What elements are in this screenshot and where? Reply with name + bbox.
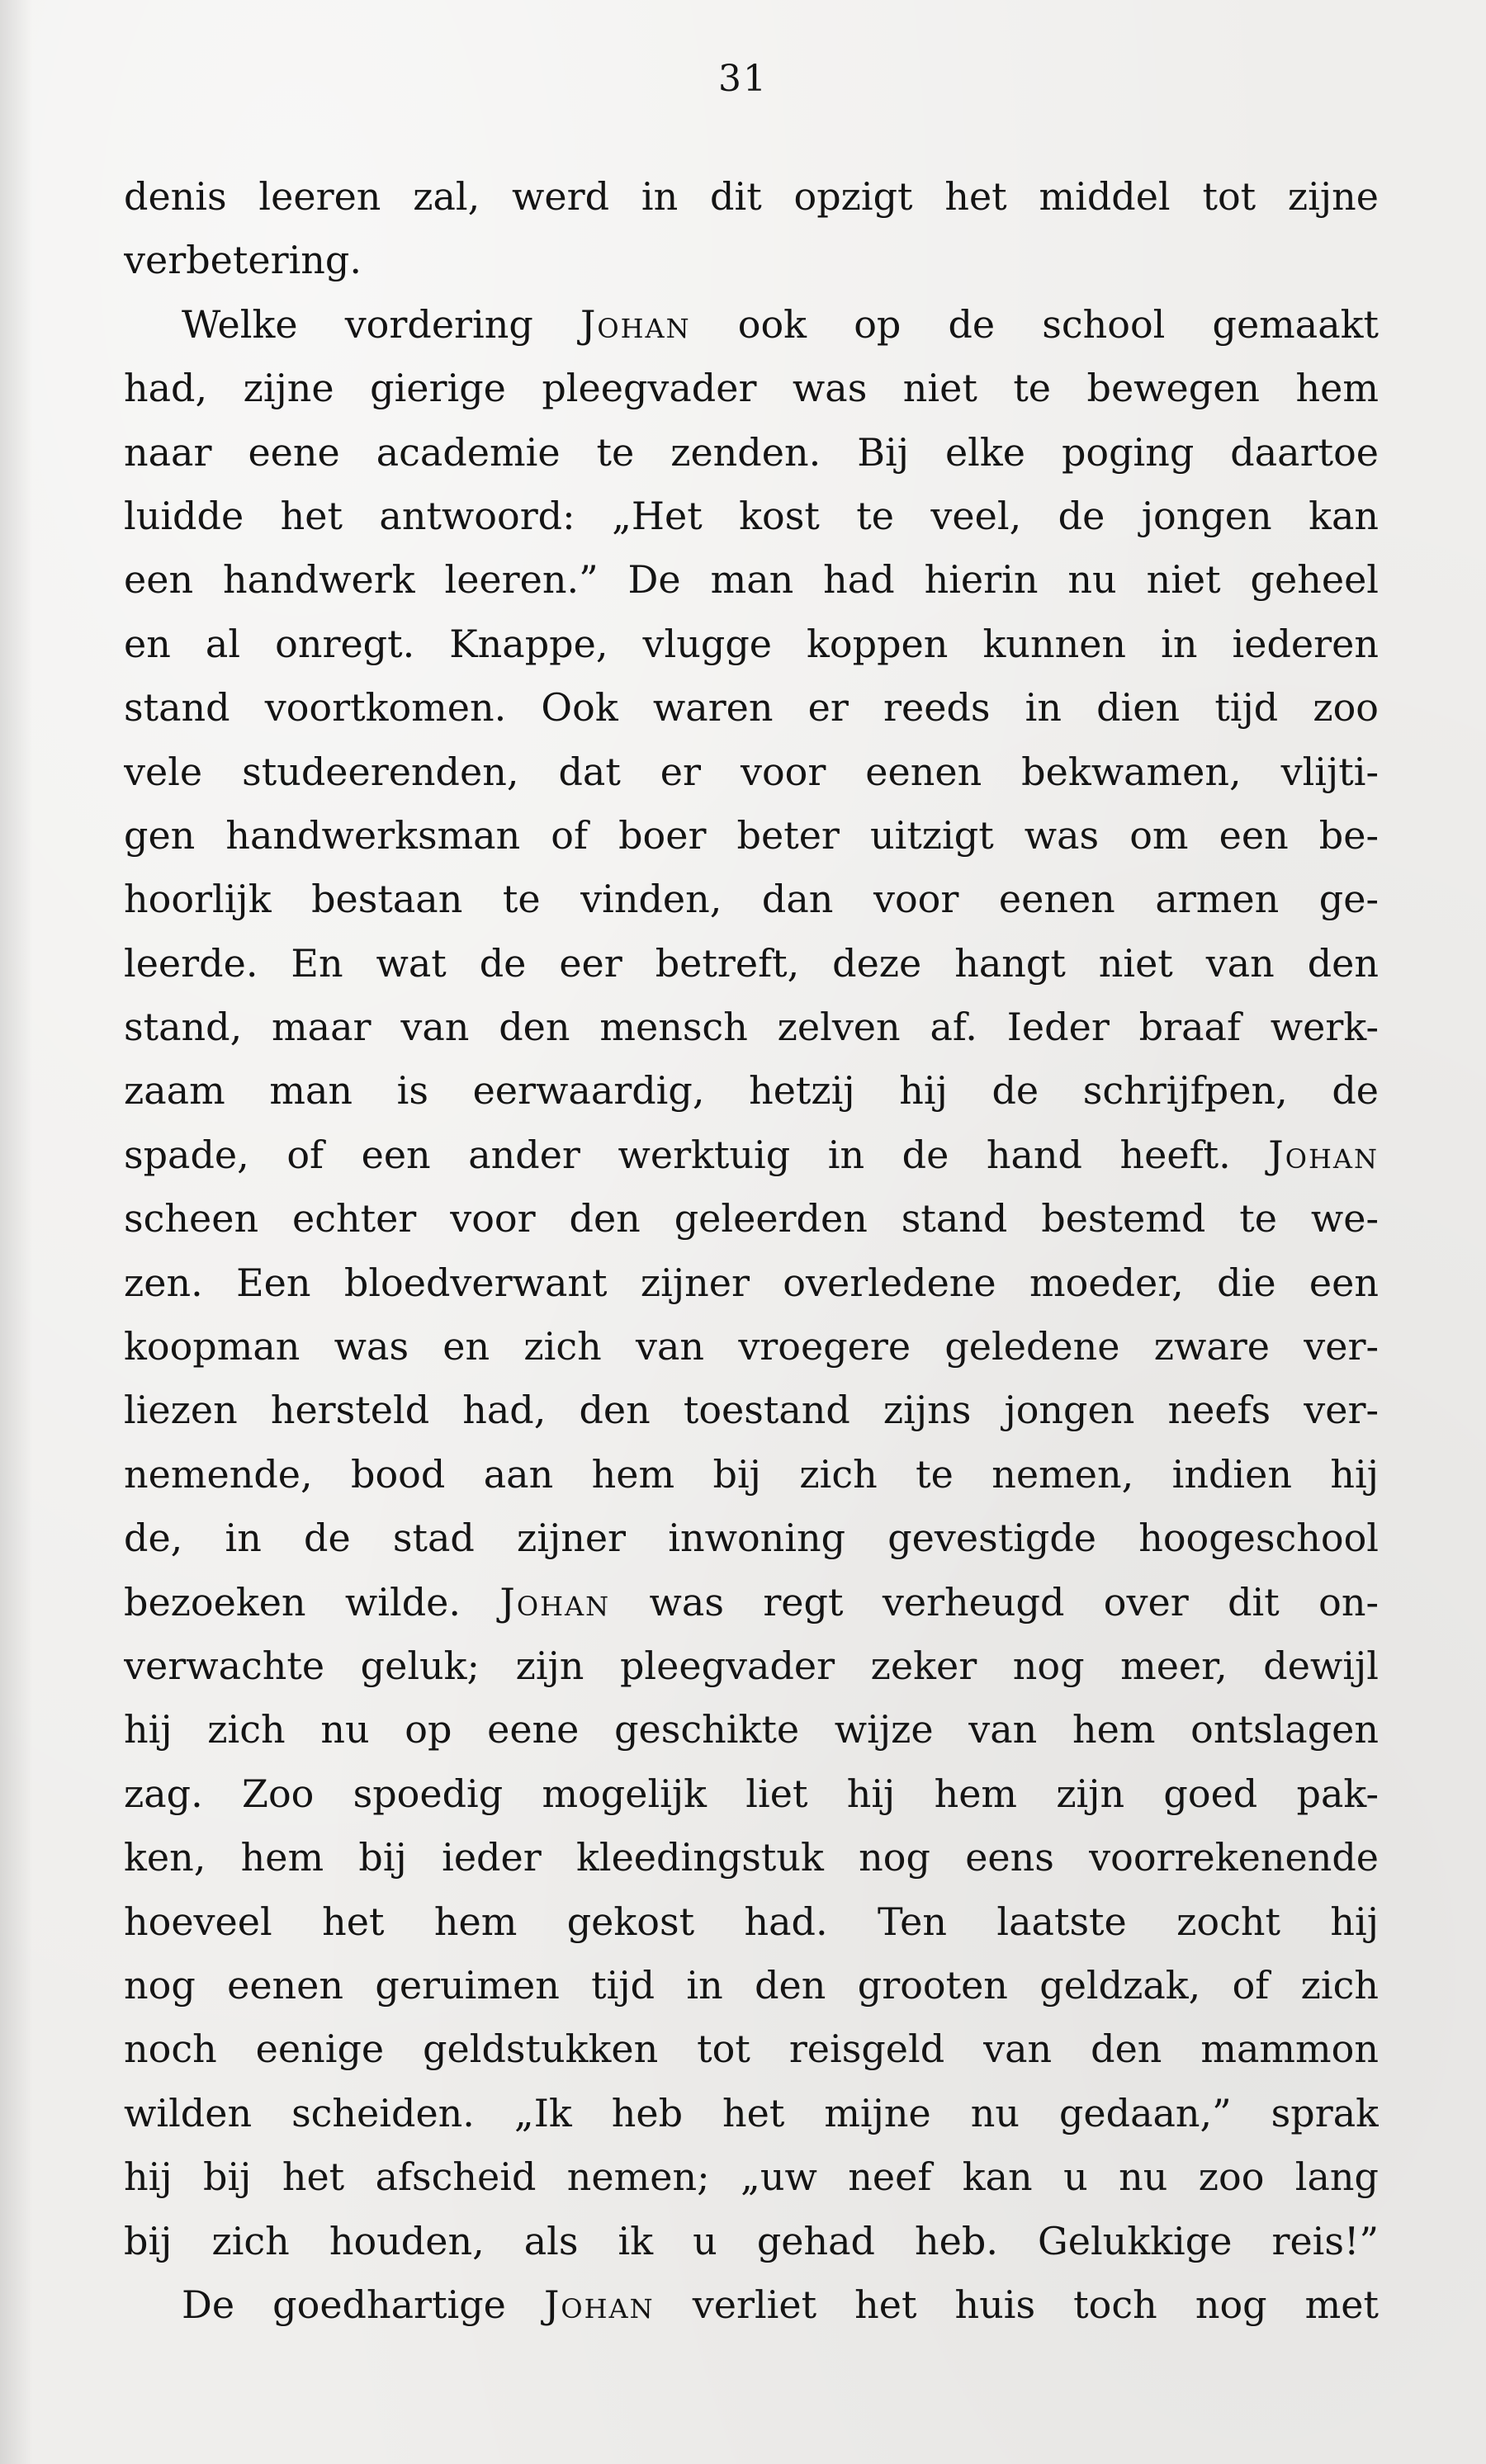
- text-line: bij zich houden, als ik u gehad heb. Gelukkige reis!”: [124, 2218, 1379, 2263]
- text-line: zaam man is eerwaardig, hetzij hij de schrijfpen, de: [124, 1068, 1379, 1114]
- text-line: wilden scheiden. „Ik heb het mijne nu gedaan,” sprak: [124, 2090, 1379, 2135]
- text-line: hoorlijk bestaan te vinden, dan voor eenen armen ge-: [124, 877, 1379, 922]
- text-line: zag. Zoo spoedig mogelijk liet hij hem zijn goed pak-: [124, 1771, 1379, 1816]
- text-line: hij zich nu op eene geschikte wijze van hem ontslagen: [124, 1707, 1379, 1752]
- text-line: had, zijne gierige pleegvader was niet te bewegen hem: [124, 366, 1379, 411]
- binding-shadow: [0, 0, 33, 2464]
- text-line: noch eenige geldstukken tot reisgeld van den mammon: [124, 2027, 1379, 2072]
- text-line: denis leeren zal, werd in dit opzigt het middel tot zijne: [124, 174, 1379, 219]
- text-line: verwachte geluk; zijn pleegvader zeker nog meer, dewijl: [124, 1643, 1379, 1688]
- text-line: gen handwerksman of boer beter uitzigt was om een be-: [124, 812, 1379, 858]
- text-line: hij bij het afscheid nemen; „uw neef kan u nu zoo lang: [124, 2154, 1379, 2200]
- page-number: 31: [718, 58, 768, 100]
- text-line: en al onregt. Knappe, vlugge koppen kunnen in iederen: [124, 621, 1379, 666]
- text-line: een handwerk leeren.” De man had hierin nu niet geheel: [124, 557, 1379, 603]
- text-line: verbetering.: [124, 238, 362, 283]
- body-text: [124, 165, 1379, 2337]
- text-line: scheen echter voor den geleerden stand bestemd te we-: [124, 1196, 1379, 1241]
- text-line: hoeveel het hem gekost had. Ten laatste zocht hij: [124, 1899, 1379, 1944]
- text-line: leerde. En wat de eer betreft, deze hangt niet van den: [124, 940, 1379, 986]
- text-line: naar eene academie te zenden. Bij elke poging daartoe: [124, 429, 1379, 475]
- text-line: nog eenen geruimen tijd in den grooten geldzak, of zich: [124, 1962, 1379, 2008]
- text-line: bezoeken wilde. Johan was regt verheugd over dit on-: [124, 1579, 1379, 1625]
- text-line: nemende, bood aan hem bij zich te nemen, indien hij: [124, 1451, 1379, 1497]
- text-line: de, in de stad zijner inwoning gevestigde hoogeschool: [124, 1516, 1379, 1561]
- text-line: De goedhartige Johan verliet het huis toch nog met: [182, 2282, 1379, 2327]
- text-line: luidde het antwoord: „Het kost te veel, de jongen kan: [124, 493, 1379, 538]
- text-line: stand voortkomen. Ook waren er reeds in dien tijd zoo: [124, 685, 1379, 731]
- text-line: Welke vordering Johan ook op de school gemaakt: [182, 301, 1379, 347]
- text-line: stand, maar van den mensch zelven af. Ieder braaf werk-: [124, 1005, 1379, 1050]
- text-line: liezen hersteld had, den toestand zijns jongen neefs ver-: [124, 1388, 1379, 1433]
- text-line: koopman was en zich van vroegere geledene zware ver-: [124, 1324, 1379, 1369]
- text-line: zen. Een bloedverwant zijner overledene moeder, die een: [124, 1260, 1379, 1305]
- text-line: ken, hem bij ieder kleedingstuk nog eens voorrekenende: [124, 1835, 1379, 1880]
- text-line: vele studeerenden, dat er voor eenen bekwamen, vlijti-: [124, 749, 1379, 794]
- text-line: spade, of een ander werktuig in de hand heeft. Johan: [124, 1132, 1379, 1177]
